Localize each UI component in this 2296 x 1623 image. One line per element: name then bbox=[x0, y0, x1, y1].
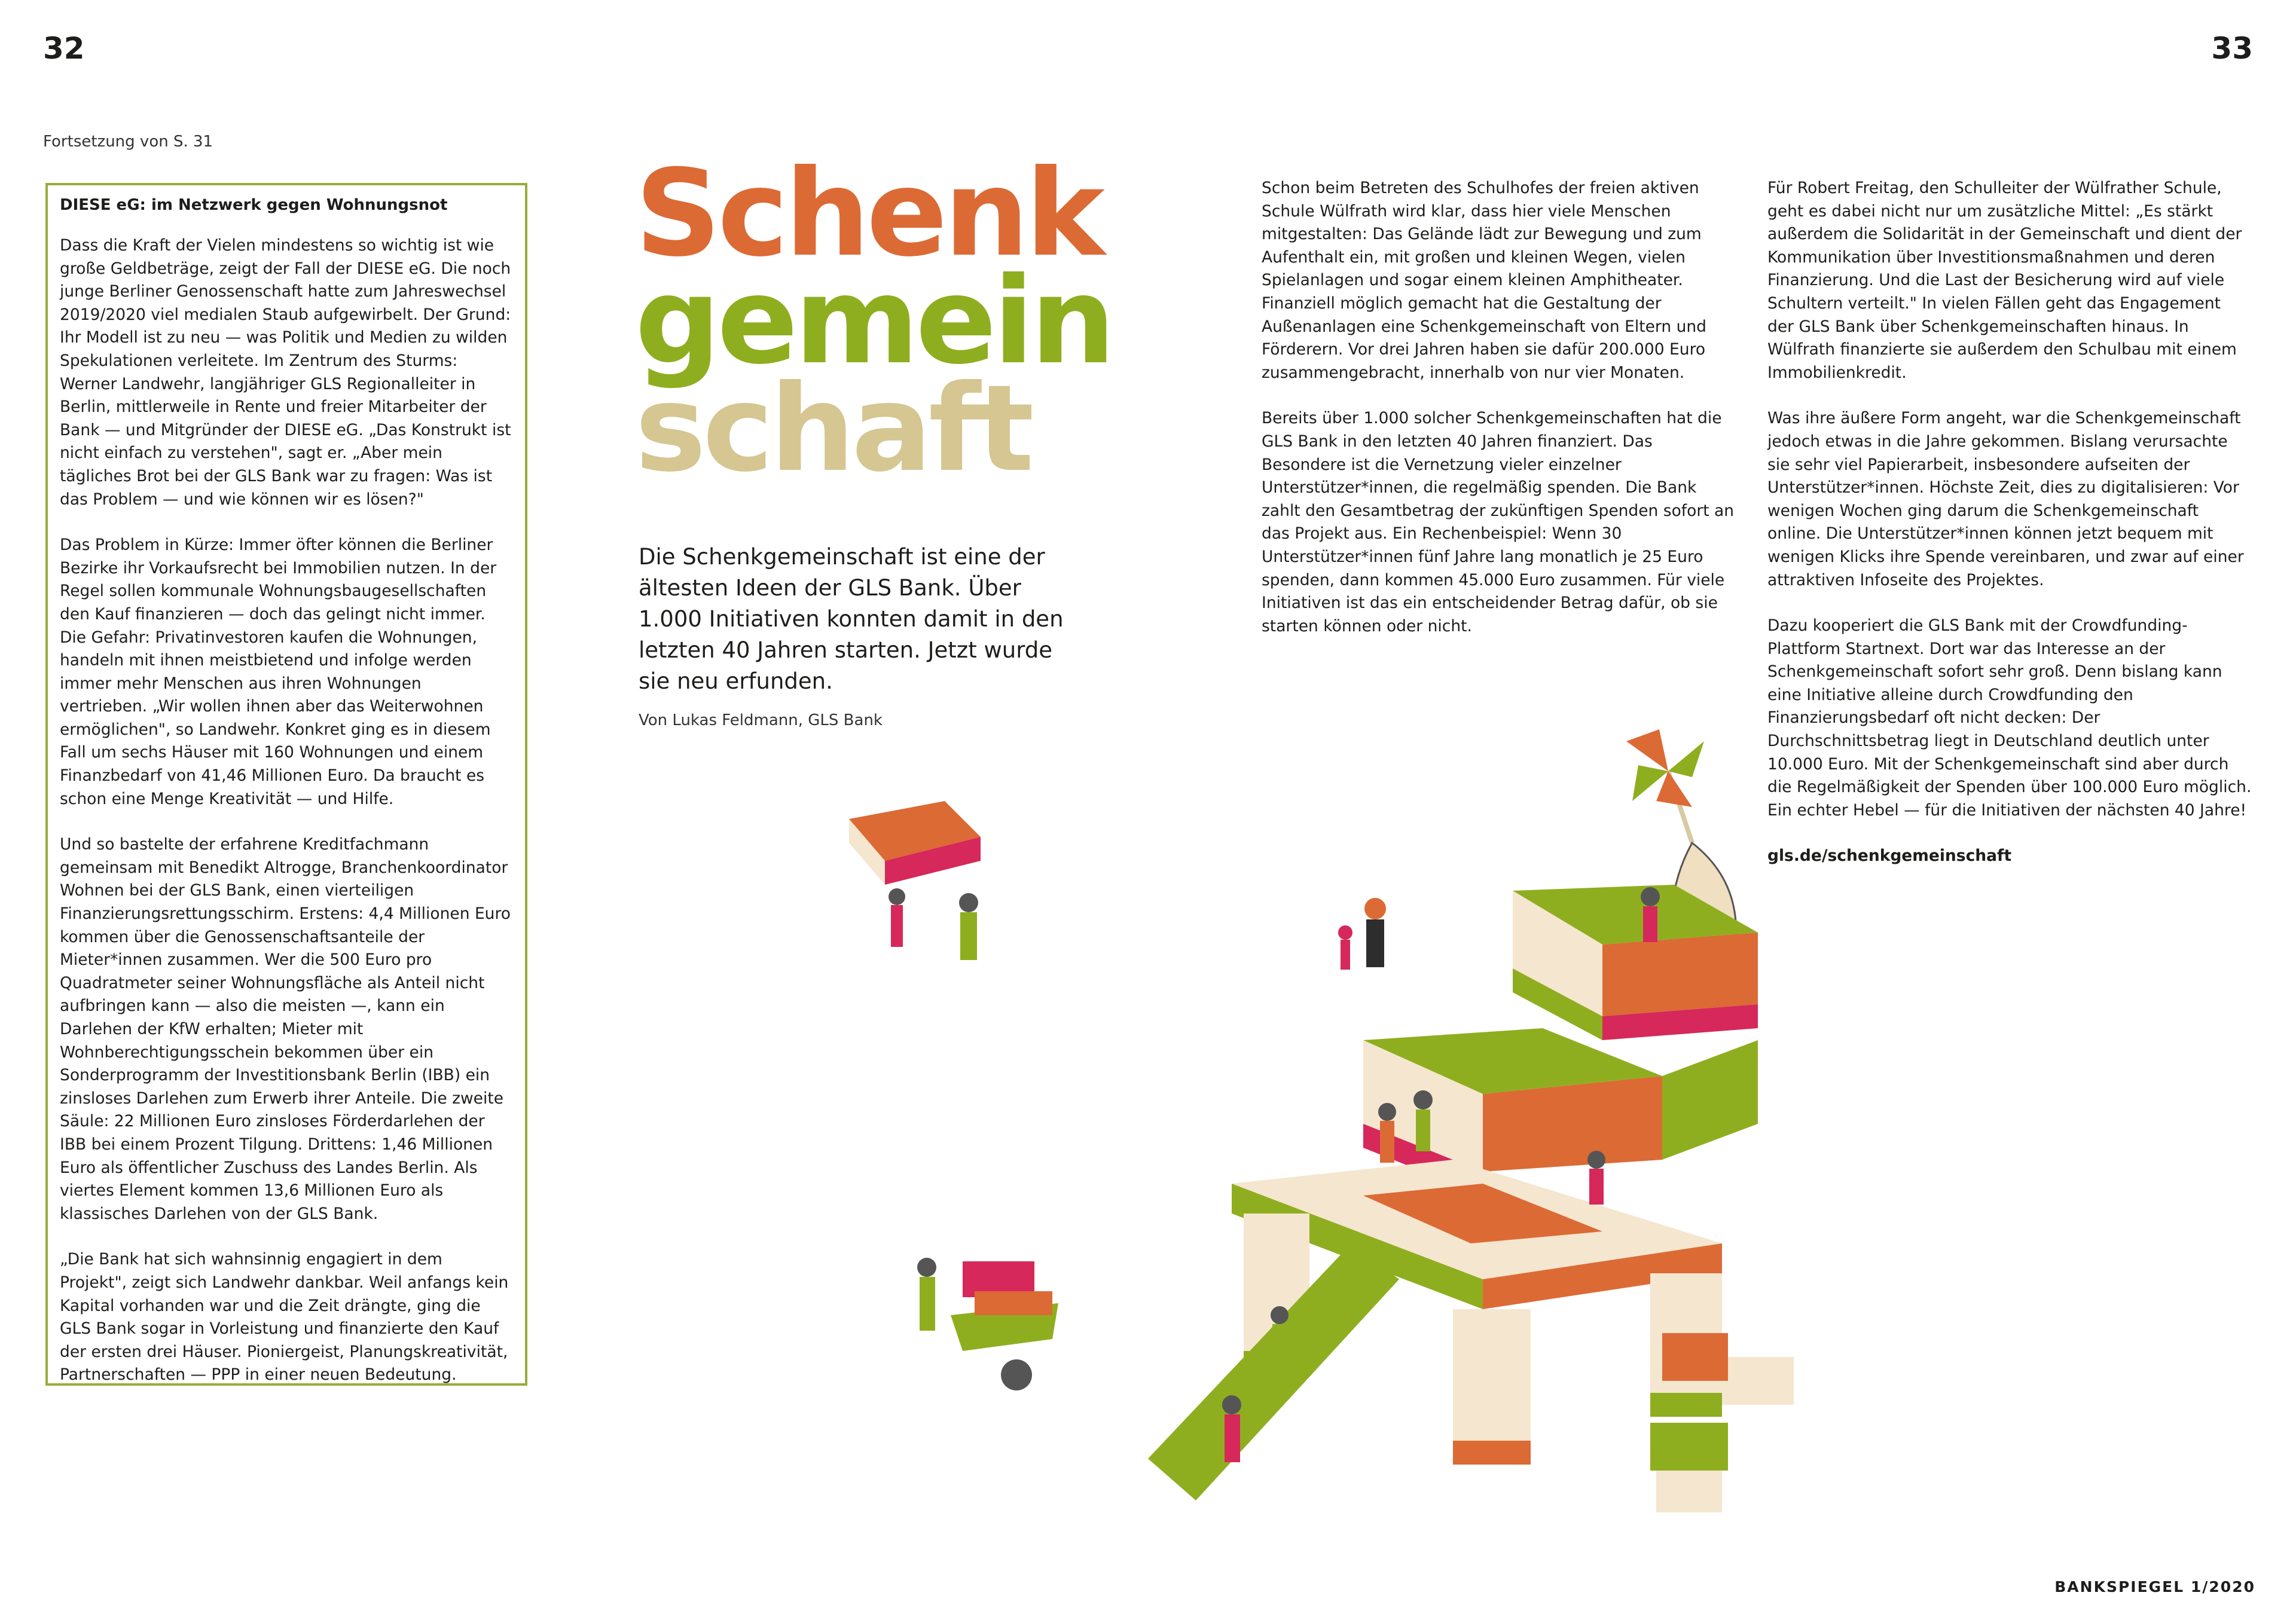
sidebar-paragraph: Und so bastelte der erfahrene Kreditfachmann gemeinsam mit Benedikt Altrogge, Branchenkoordinator Wohnen bei der GLS Bank, einen vierteiligen Finanzierungsrettungsschirm. Erstens: 4,4 Millionen Euro kommen über die Genossenschaftsanteile der Mieter*innen zusammen. Wer die 500 Euro pro Quadratmeter seiner Wohnungsfläche als Anteil nicht aufbringen kann — also die meisten —, kann ein Darlehen der KfW erhalten; Mieter mit Wohnberechtigungsschein bekommen über ein Sonderprogramm der Investitionsbank Berlin (IBB) ein zinsloses Darlehen zum Erwerb ihrer Anteile. Die zweite Säule: 22 Millionen Euro zinsloses Förderdarlehen der IBB bei einem Prozent Tilgung. Drittens: 1,46 Millionen Euro als öffentlicher Zuschuss des Landes Berlin. Als viertes Element kommen 13,6 Millionen Euro als klassisches Darlehen von der GLS Bank. bbox=[60, 835, 511, 1223]
headline-line-1: Schenk bbox=[635, 144, 1102, 283]
sidebar-paragraph: Das Problem in Kürze: Immer öfter können die Berliner Bezirke ihr Vorkaufsrecht bei Immobilien nutzen. In der Regel sollen kommunale Wohnungsbaugesellschaften den Kauf finanzieren — doch das gelingt nicht immer. Die Gefahr: Privatinvestoren kaufen die Wohnungen, handeln mit ihnen meistbietend und infolge werden immer mehr Menschen aus ihren Wohnungen vertrieben. „Wir wollen ihnen aber das Weiterwohnen ermöglichen", so Landwehr. Konkret ging es in diesem Fall um sechs Häuser mit 160 Wohnungen und einem Finanzbedarf von 41,46 Millionen Euro. Da braucht es schon eine Menge Kreativität — und Hilfe. bbox=[60, 536, 497, 808]
carried-gift bbox=[849, 801, 981, 885]
page-number-right: 33 bbox=[2211, 31, 2253, 66]
sidebar-paragraph: Dass die Kraft der Vielen mindestens so wichtig ist wie große Geldbeträge, zeigt der Fall der DIESE eG. Die noch junge Berliner Genossenschaft hatte zum Jahreswechsel 2019/2020 viel medialen Staub aufgewirbelt. Der Grund: Ihr Modell ist zu neu — was Politik und Medien zu wilden Spekulationen verleitete. Im Zentrum des Sturms: Werner Landwehr, langjähriger GLS Regionalleiter in Berlin, mittlerweile in Rente und freier Mitarbeiter der Bank — und Mitgründer der DIESE eG. „Das Konstrukt ist nicht einfach zu verstehen", sagt er. „Aber mein tägliches Brot bei der GLS Bank war zu fragen: Was ist das Problem — und wie können wir es lösen?" bbox=[60, 236, 511, 509]
sidebar-box bbox=[45, 183, 527, 1386]
page-number-left: 32 bbox=[43, 31, 85, 66]
footer-issue: BANKSPIEGEL 1/2020 bbox=[2054, 1578, 2255, 1596]
byline: Von Lukas Feldmann, GLS Bank bbox=[639, 711, 883, 729]
article-paragraph: Für Robert Freitag, den Schulleiter der Wülfrather Schule, geht es dabei nicht nur um zusätzliche Mittel: „Es stärkt außerdem die Solidarität in der Gemeinschaft und dient der Kommunikation über Investitionsmaßnahmen und deren Finanzierung. Und die Last der Besicherung wird auf viele Schultern verteilt." In vielen Fällen geht das Engagement der GLS Bank über Schenkgemeinschaften hinaus. In Wülfrath finanzierte sie außerdem den Schulbau mit einem Immobilienkredit. bbox=[1767, 179, 2242, 382]
sidebar-paragraph: „Die Bank hat sich wahnsinnig engagiert in dem Projekt", zeigt sich Landwehr dankbar. Weil anfangs kein Kapital vorhanden war und die Zeit drängte, ging die GLS Bank sogar in Vorleistung und finanzierte den Kauf der ersten drei Häuser. Pioniergeist, Planungskreativität, Partnerschaften — PPP in einer neuen Bedeutung. bbox=[60, 1250, 509, 1384]
article-paragraph: Was ihre äußere Form angeht, war die Schenkgemeinschaft jedoch etwas in die Jahre gekommen. Bislang verursachte sie sehr viel Papierarbeit, insbesondere aufseiten der Unterstützer*innen. Höchste Zeit, dies zu digitalisieren: Vor wenigen Wochen ging darum die Schenkgemeinschaft online. Die Unterstützer*innen können jetzt bequem mit wenigen Klicks ihre Spende vereinbaren, und zwar auf einer attraktiven Infoseite des Projektes. bbox=[1767, 409, 2244, 589]
lead-text: Die Schenkgemeinschaft ist eine der ältesten Ideen der GLS Bank. Über 1.000 Initiativen konnten damit in den letzten 40 Jahren starten. Jetzt wurde sie neu erfunden. bbox=[639, 544, 1064, 694]
sidebar-title: DIESE eG: im Netzwerk gegen Wohnungsnot bbox=[60, 196, 448, 214]
continued-note: Fortsetzung von S. 31 bbox=[43, 133, 213, 151]
gift-structure-illustration bbox=[825, 705, 2081, 1578]
gift-stack bbox=[1650, 1333, 1794, 1512]
pinwheel-icon bbox=[1626, 729, 1704, 843]
headline-line-2: gemein bbox=[635, 252, 1112, 391]
article-paragraph: Bereits über 1.000 solcher Schenkgemeinschaften hat die GLS Bank in den letzten 40 Jahren finanziert. Das Besondere ist die Vernetzung vieler einzelner Unterstützer*innen, die regelmäßig spenden. Die Bank zahlt den Gesamtbetrag der zukünftigen Spenden sofort an das Projekt aus. Ein Rechenbeispiel: Wenn 30 Unterstützer*innen fünf Jahre lang monatlich je 25 Euro spenden, dann kommen 45.000 Euro zusammen. Für viele Initiativen ist das ein entscheidender Betrag dafür, ob sie starten können oder nicht. bbox=[1262, 409, 1735, 635]
headline bbox=[635, 144, 1112, 499]
headline-line-3: schaft bbox=[635, 359, 1031, 499]
article-paragraph: Schon beim Betreten des Schulhofes der freien aktiven Schule Wülfrath wird klar, dass hier viele Menschen mitgestalten: Das Gelände lädt zur Bewegung und zum Aufenthalt ein, mit großen und kleinen Wegen, vielen Spielanlagen und sogar einem kleinen Amphitheater. Finanziell möglich gemacht hat die Gestaltung der Außenanlagen eine Schenkgemeinschaft von Eltern und Förderern. Vor drei Jahren haben sie dafür 200.000 Euro zusammengebracht, innerhalb von nur vier Monaten. bbox=[1262, 179, 1706, 382]
website-link[interactable]: gls.de/schenkgemeinschaft bbox=[1767, 846, 2012, 866]
article-paragraph: Dazu kooperiert die GLS Bank mit der Crowdfunding-Plattform Startnext. Dort war das Interesse an der Schenkgemeinschaft sofort sehr groß. Denn bislang kann eine Initiative alleine durch Crowdfunding den Finanzierungsbedarf oft nicht decken: Der Durchschnittsbetrag liegt in Deutschland deutlich unter 10.000 Euro. Mit der Schenkgemeinschaft sind aber durch die Regelmäßigkeit der Spenden über 100.000 Euro möglich. Ein echter Hebel — für die Initiativen der nächsten 40 Jahre! bbox=[1767, 616, 2252, 820]
article-column-2 bbox=[1262, 177, 1740, 661]
wheelbarrow bbox=[951, 1261, 1058, 1390]
